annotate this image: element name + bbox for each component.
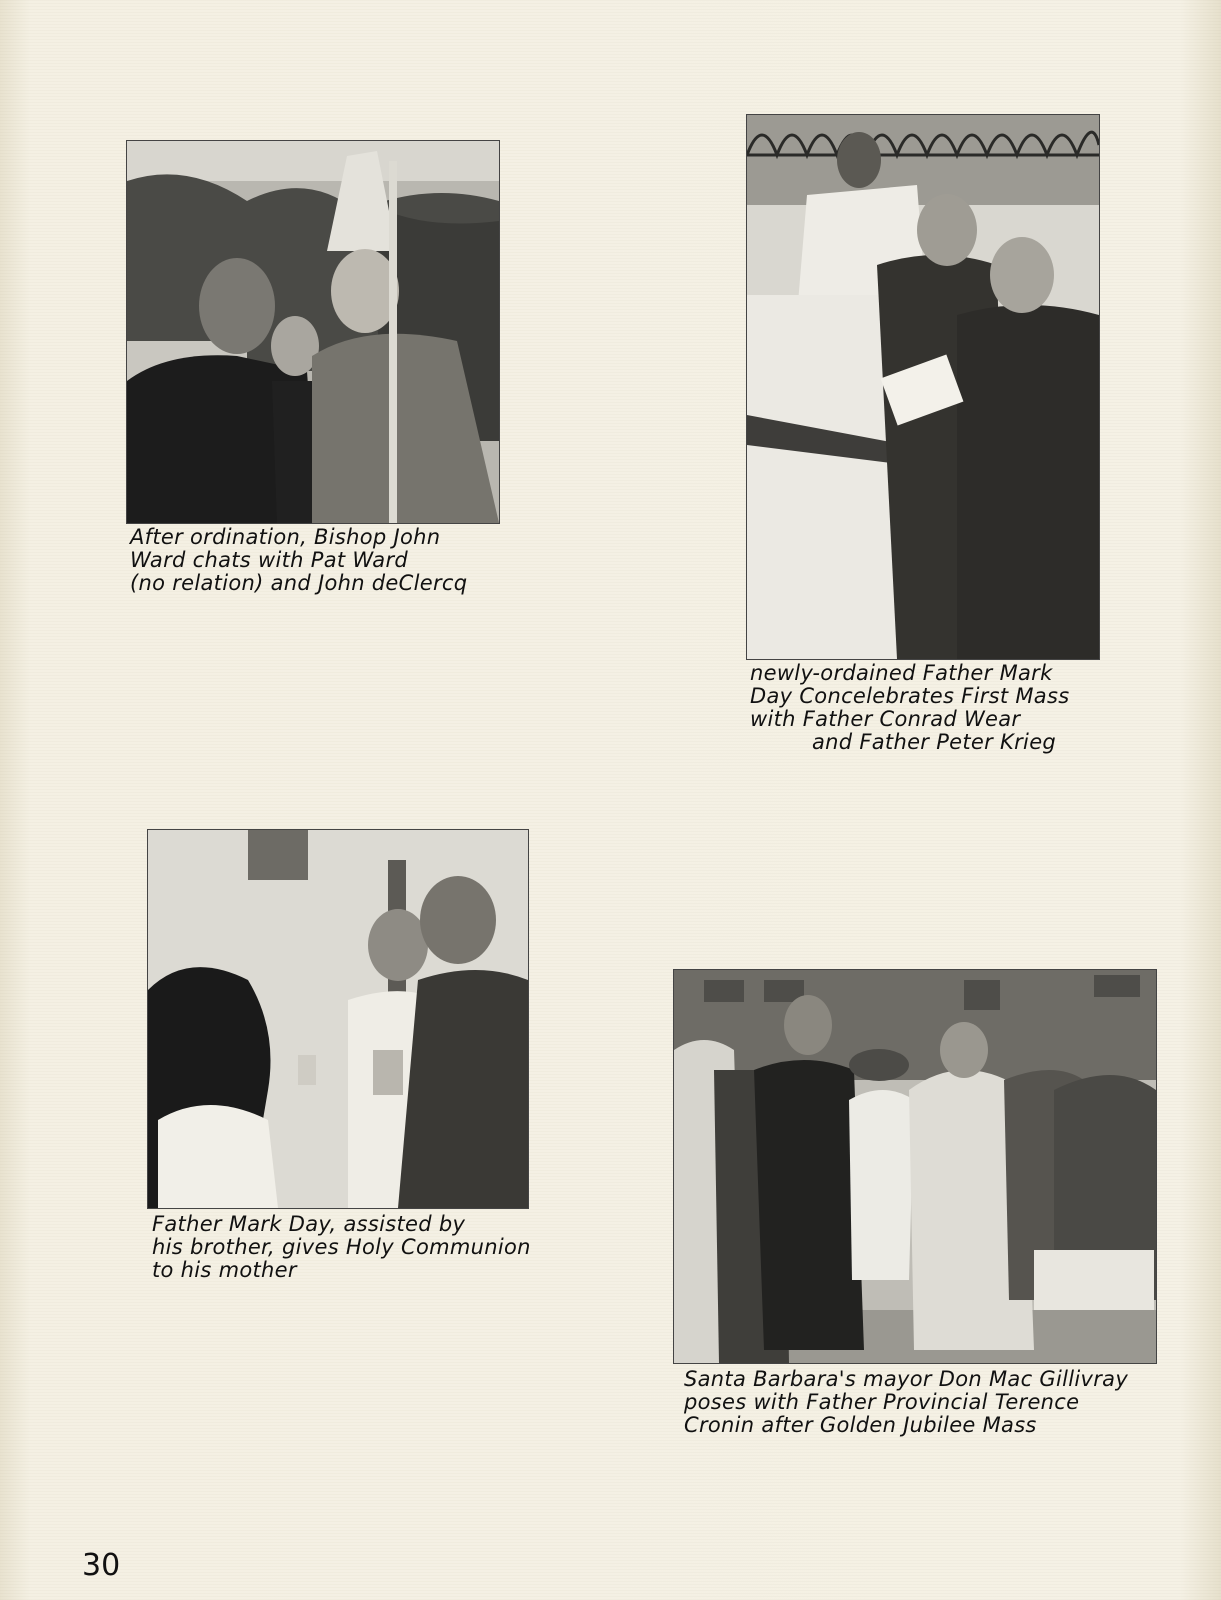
photo-first-mass-image [747,115,1099,659]
photo-holy-communion-image [148,830,528,1208]
caption-golden-jubilee: Santa Barbara's mayor Don Mac Gillivray poses with Father Provincial Terence Cronin after Golden Jubilee Mass [684,1367,1129,1437]
caption-holy-communion: Father Mark Day, assisted by his brother, gives Holy Communion to his mother [152,1212,531,1282]
photo-bishop-chats [126,140,500,524]
photo-holy-communion [147,829,529,1209]
photo-golden-jubilee [673,969,1157,1364]
photo-bishop-chats-image [127,141,499,523]
page-number: 30 [82,1548,121,1583]
caption-bishop-chats: After ordination, Bishop John Ward chats with Pat Ward (no relation) and John deClercq [130,525,468,595]
caption-first-mass: newly-ordained Father Mark Day Concelebrates First Mass with Father Conrad Wear and Father Peter Krieg [750,661,1070,754]
photo-first-mass [746,114,1100,660]
photo-golden-jubilee-image [674,970,1156,1363]
